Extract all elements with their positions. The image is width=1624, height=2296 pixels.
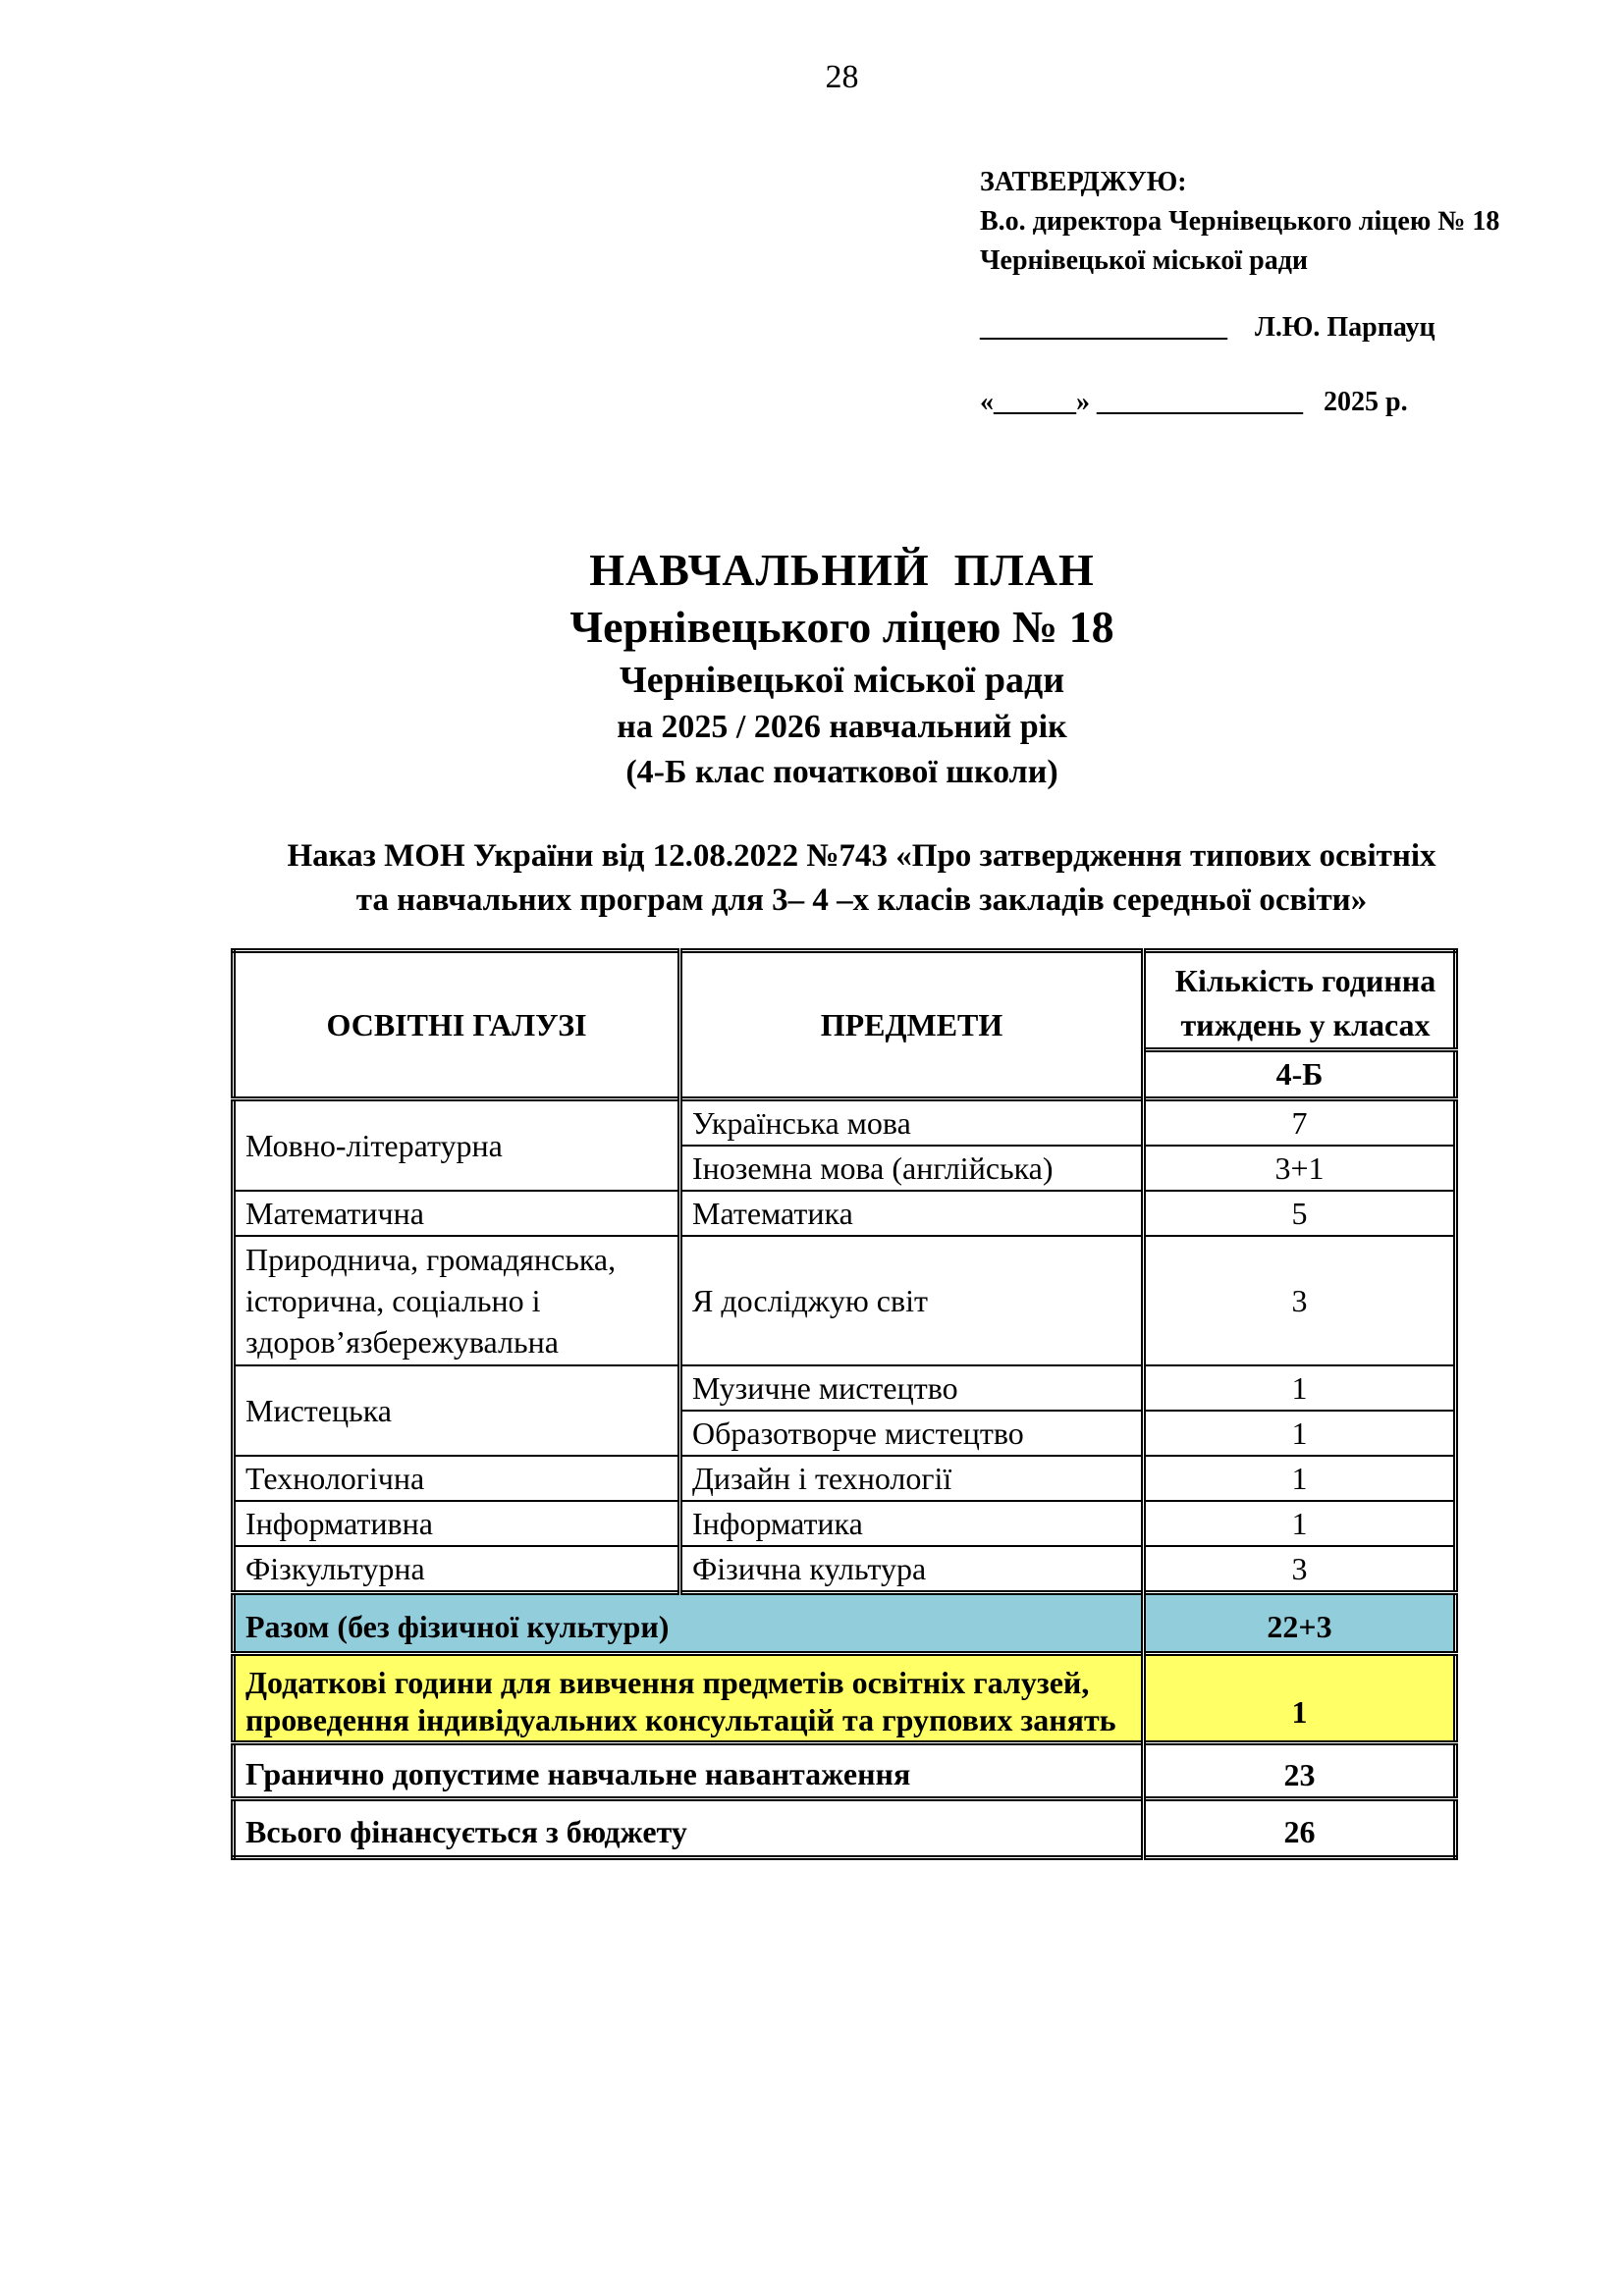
area-cell [234, 1546, 680, 1593]
limit-row [234, 1743, 1456, 1799]
subject-cell [680, 1546, 1144, 1593]
col-header-hours [1144, 951, 1456, 1050]
subject-label: Іноземна мова (англійська) [692, 1150, 1054, 1186]
hours-cell: 3 [1144, 1236, 1456, 1365]
area-label: Інформативна [245, 1506, 433, 1541]
approval-heading: ЗАТВЕРДЖУЮ: [980, 167, 1187, 197]
subject-cell [680, 1236, 1144, 1365]
area-cell [234, 1191, 680, 1236]
page-number: 28 [825, 59, 859, 95]
total-label-text: Разом (без фізичної культури) [245, 1608, 670, 1644]
total-row [234, 1593, 1456, 1654]
subject-label: Я досліджую світ [692, 1283, 928, 1318]
hours-cell: 1 [1144, 1365, 1456, 1411]
order-reference-line-2: та навчальних програм для 3– 4 –х класів закладів середньої освіти» [355, 882, 1368, 918]
area-label-line: історична, соціально і [245, 1283, 541, 1318]
area-cell [234, 1099, 680, 1192]
subject-cell [680, 1411, 1144, 1456]
curriculum-table-wrapper [231, 948, 1458, 1860]
subject-label: Математика [692, 1196, 853, 1231]
subject-cell [680, 1501, 1144, 1546]
document-title-block [231, 542, 1453, 795]
limit-row-label [234, 1743, 1144, 1799]
signature-blank: __________________ [980, 312, 1227, 343]
area-cell [234, 1365, 680, 1456]
class-label: 4-Б [1144, 1050, 1456, 1099]
date-blank: «______» _______________ [980, 387, 1303, 417]
subject-cell [680, 1365, 1144, 1411]
table-row [234, 1456, 1456, 1501]
table-row [234, 1501, 1456, 1546]
col-header-hours-line-1: Кількість годинна [1174, 963, 1436, 998]
extra-hours-row [234, 1654, 1456, 1743]
area-cell [234, 1236, 680, 1365]
doc-title-line-5: (4-Б клас початкової школи) [625, 754, 1058, 790]
area-label: Фізкультурна [245, 1551, 425, 1586]
extra-hours-label-line-2: проведення індивідуальних консультацій та групових занять [245, 1702, 1116, 1737]
subject-cell [680, 1456, 1144, 1501]
hours-cell: 3 [1144, 1546, 1456, 1593]
budget-row [234, 1799, 1456, 1858]
doc-title-line-2: Чернівецького ліцею № 18 [569, 602, 1114, 652]
table-row [234, 1099, 1456, 1147]
table-header-row [234, 951, 1456, 1050]
table-row [234, 1546, 1456, 1593]
budget-hours-cell: 26 [1144, 1799, 1456, 1858]
area-label: Математична [245, 1196, 424, 1231]
hours-cell: 5 [1144, 1191, 1456, 1236]
order-reference-line-1: Наказ МОН України від 12.08.2022 №743 «Про затвердження типових освітніх [287, 838, 1436, 874]
total-hours-cell: 22+3 [1144, 1593, 1456, 1654]
area-label: Технологічна [245, 1461, 425, 1496]
subject-label: Дизайн і технології [692, 1461, 952, 1496]
subject-label: Образотворче мистецтво [692, 1415, 1024, 1451]
approval-council-line: Чернівецької міської ради [980, 245, 1308, 276]
table-row [234, 1191, 1456, 1236]
subject-label: Інформатика [692, 1506, 863, 1541]
subject-cell [680, 1099, 1144, 1147]
table-row [234, 1365, 1456, 1411]
col-header-hours-line-2: тиждень у класах [1180, 1007, 1431, 1042]
hours-cell: 1 [1144, 1456, 1456, 1501]
approval-block [980, 163, 1499, 422]
subject-label: Фізична культура [692, 1551, 927, 1586]
subject-cell [680, 1146, 1144, 1191]
doc-title-line-3: Чернівецької міської ради [619, 660, 1065, 701]
approval-director-line: В.о. директора Чернівецького ліцею № 18 [980, 206, 1500, 237]
hours-cell: 7 [1144, 1099, 1456, 1147]
date-year: 2025 р. [1324, 387, 1408, 417]
doc-title-line-4: на 2025 / 2026 навчальний рік [617, 709, 1067, 745]
budget-row-label [234, 1799, 1144, 1858]
extra-hours-label [234, 1654, 1144, 1743]
hours-cell: 1 [1144, 1411, 1456, 1456]
curriculum-table [231, 948, 1458, 1860]
limit-hours-cell: 23 [1144, 1743, 1456, 1799]
signature-name: Л.Ю. Парпауц [1255, 312, 1435, 343]
subject-cell [680, 1191, 1144, 1236]
signature-line [980, 308, 1499, 347]
col-header-subjects: ПРЕДМЕТИ [680, 951, 1144, 1099]
area-label: Мистецька [245, 1393, 392, 1428]
subject-label: Музичне мистецтво [692, 1370, 958, 1406]
area-label-line: Природнича, громадянська, [245, 1242, 617, 1277]
table-row [234, 1236, 1456, 1365]
area-cell [234, 1456, 680, 1501]
col-header-areas: ОСВІТНІ ГАЛУЗІ [234, 951, 680, 1099]
total-row-label [234, 1593, 1144, 1654]
area-cell [234, 1501, 680, 1546]
date-line [980, 383, 1499, 422]
area-label: Мовно-літературна [245, 1128, 503, 1163]
hours-cell: 3+1 [1144, 1146, 1456, 1191]
extra-hours-cell: 1 [1144, 1654, 1456, 1743]
extra-hours-label-line-1: Додаткові години для вивчення предметів освітніх галузей, [245, 1665, 1090, 1700]
hours-cell: 1 [1144, 1501, 1456, 1546]
doc-title-line-1: НАВЧАЛЬНИЙ ПЛАН [589, 545, 1095, 595]
order-reference [265, 834, 1458, 923]
subject-label: Українська мова [692, 1105, 911, 1141]
budget-label-text: Всього фінансується з бюджету [245, 1813, 687, 1849]
area-label-line: здоров’язбережувальна [245, 1324, 559, 1360]
limit-label-text: Гранично допустиме навчальне навантаження [245, 1756, 911, 1791]
